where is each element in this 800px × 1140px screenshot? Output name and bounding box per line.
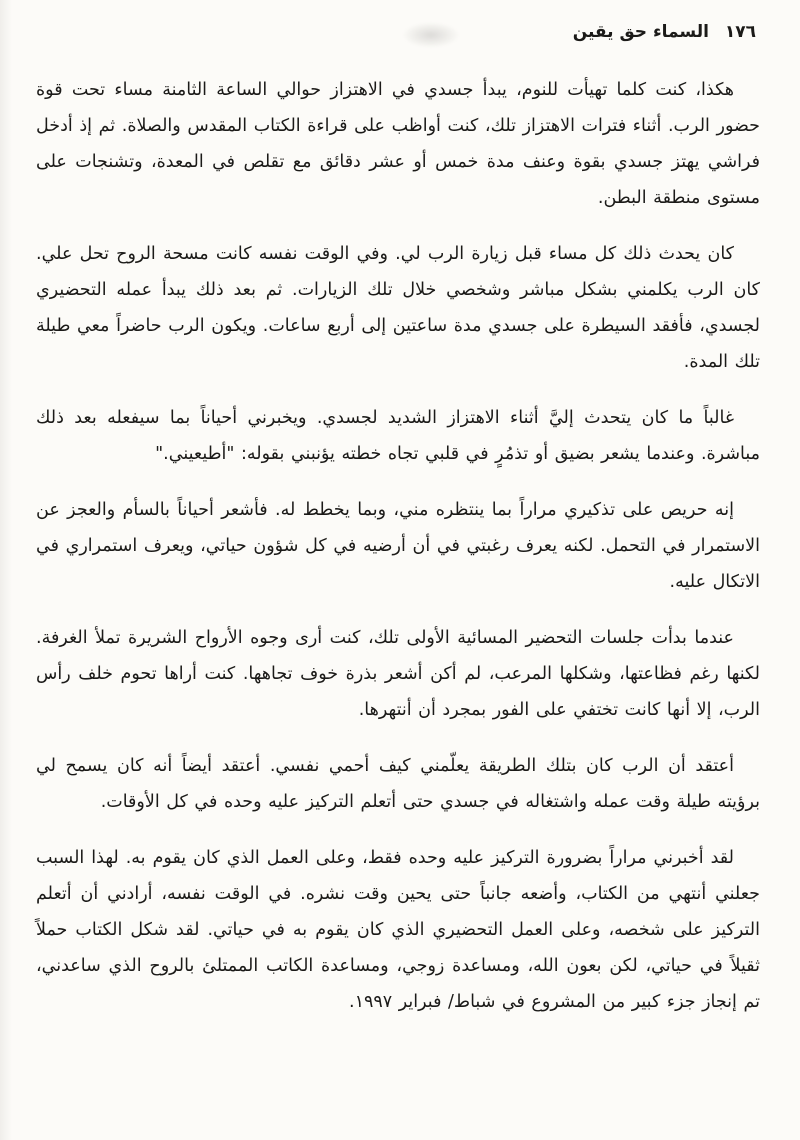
paragraph-2: كان يحدث ذلك كل مساء قبل زيارة الرب لي. وفي الوقت نفسه كانت مسحة الروح تحل علي. كان الرب يكلمني بشكل مباشر وشخصي خلال تلك الزيارات. ثم بعد ذلك يبدأ عمله التحضيري لجسدي، فأفقد السيطرة على جسدي مدة ساعتين إلى أربع ساعات. ويكون الرب حاضراً معي طيلة تلك المدة. xyxy=(36,244,760,372)
paragraph-6: أعتقد أن الرب كان بتلك الطريقة يعلّمني كيف أحمي نفسي. أعتقد أيضاً أنه كان يسمح لي برؤيته طيلة وقت عمله واشتغاله في جسدي حتى أتعلم التركيز عليه وحده في كل الأوقات. xyxy=(36,756,760,812)
paragraph-7: لقد أخبرني مراراً بضرورة التركيز عليه وحده فقط، وعلى العمل الذي كان يقوم به. لهذا السبب جعلني أنتهي من الكتاب، وأضعه جانباً حتى يحين وقت نشره. في الوقت نفسه، أرادني أن أتعلم التركيز على شخصه، وعلى العمل التحضيري الذي كان يقوم به في حياتي. لقد شكل الكتاب حملاً ثقيلاً في حياتي، لكن بعون الله، ومساعدة زوجي، ومساعدة الكاتب الممتلئ بالروح الذي ساعدني، تم إنجاز جزء كبير من المشروع في شباط/ فبراير ١٩٩٧. xyxy=(36,848,760,1012)
paragraph-1: هكذا، كنت كلما تهيأت للنوم، يبدأ جسدي في الاهتزاز حوالي الساعة الثامنة مساء تحت قوة حضور الرب. أثناء فترات الاهتزاز تلك، كنت أواظب على قراءة الكتاب المقدس والصلاة. ثم إذ أدخل فراشي يهتز جسدي بقوة وعنف مدة خمس أو عشر دقائق مع تقلص في المعدة، وتشنجات على مستوى منطقة البطن. xyxy=(36,80,760,208)
page-header xyxy=(36,22,756,42)
book-title: السماء حق يقين xyxy=(572,22,709,42)
paragraph-3: غالباً ما كان يتحدث إليَّ أثناء الاهتزاز الشديد لجسدي. ويخبرني أحياناً بما سيفعله بعد ذلك مباشرة. وعندما يشعر بضيق أو تذمُرٍ في قلبي تجاه خطته يؤنبني بقوله: "أطيعيني." xyxy=(36,408,760,464)
paragraph-4: إنه حريص على تذكيري مراراً بما ينتظره مني، وبما يخطط له. فأشعر أحياناً بالسأم والعجز عن الاستمرار في التحمل. لكنه يعرف رغبتي في أن أرضيه في كل شؤون حياتي، ويعرف استمراري في الاتكال عليه. xyxy=(36,500,760,592)
paragraph-5: عندما بدأت جلسات التحضير المسائية الأولى تلك، كنت أرى وجوه الأرواح الشريرة تملأ الغرفة. لكنها رغم فظاعتها، وشكلها المرعب، لم أكن أشعر بذرة خوف تجاهها. كنت أراها تحوم خلف رأس الرب، إلا أنها كانت تختفي على الفور بمجرد أن أنتهرها. xyxy=(36,628,760,720)
page-body xyxy=(36,72,760,1020)
page-number: ١٧٦ xyxy=(724,22,756,42)
